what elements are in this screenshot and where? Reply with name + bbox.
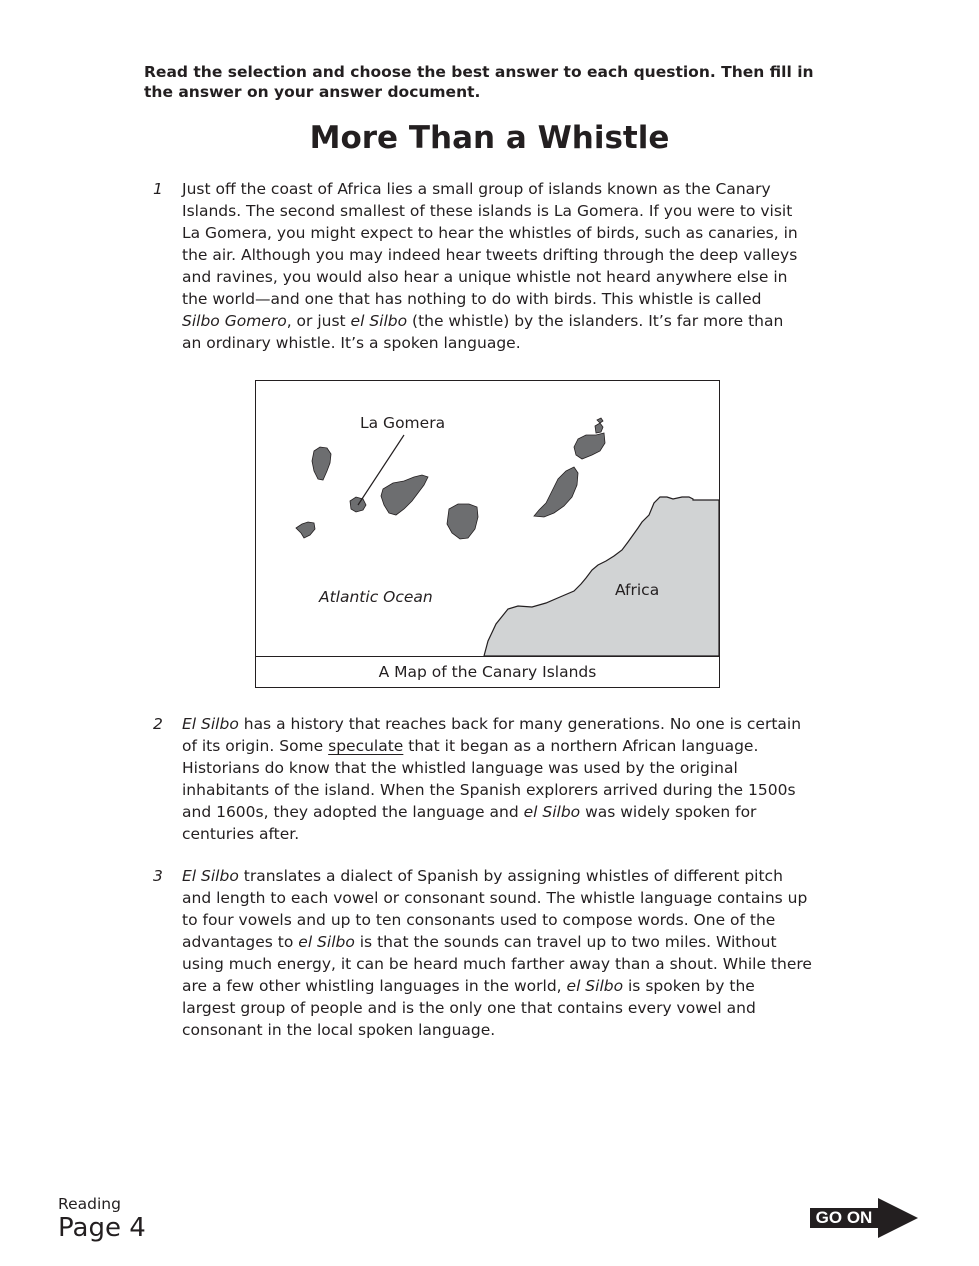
text-line: Just off the coast of Africa lies a small group of islands known as the Canary [182, 180, 771, 198]
paragraph-number: 2 [153, 715, 163, 733]
text-run: of its origin. Some [182, 737, 329, 755]
canary-islands-map [255, 380, 720, 688]
italic-term: el Silbo [350, 312, 408, 330]
text-line: Historians do know that the whistled language was used by the original [182, 759, 738, 777]
text-line: Islands. The second smallest of these islands is La Gomera. If you were to visit [182, 202, 793, 220]
text-run: translates a dialect of Spanish by assigning whistles of different pitch [238, 867, 783, 885]
text-line: and length to each vowel or consonant sound. The whistle language contains up [182, 889, 808, 907]
underlined-vocabulary-word: speculate [328, 737, 404, 755]
text-line: centuries after. [182, 825, 300, 843]
italic-term: el Silbo [523, 803, 581, 821]
island-gran-canaria [447, 504, 478, 539]
paragraph-2 [153, 713, 842, 845]
text-line: largest group of people and is the only one that contains every vowel and [182, 999, 756, 1017]
paragraph-number: 1 [153, 180, 163, 198]
text-run: was widely spoken for [580, 803, 757, 821]
label-atlantic-ocean: Atlantic Ocean [319, 588, 433, 606]
go-on-label: GO ON [810, 1208, 878, 1228]
text-line: inhabitants of the island. When the Spanish explorers arrived during the 1500s [182, 781, 796, 799]
label-africa: Africa [615, 581, 660, 599]
text-run: advantages to [182, 933, 299, 951]
text-line: to four vowels and up to ten consonants used to compose words. One of the [182, 911, 776, 929]
text-line: using much energy, it can be heard much farther away than a shout. While there [182, 955, 812, 973]
islet-graciosa [595, 423, 603, 433]
paragraph-1 [153, 178, 842, 354]
italic-term: Silbo Gomero [182, 312, 287, 330]
text-run: has a history that reaches back for many generations. No one is certain [238, 715, 802, 733]
italic-term: el Silbo [566, 977, 624, 995]
paragraph-number: 3 [153, 867, 163, 885]
italic-term: el Silbo [298, 933, 355, 951]
island-el-hierro [296, 522, 315, 538]
africa-landmass [484, 497, 719, 656]
island-la-palma [312, 447, 331, 480]
text-line [182, 975, 842, 997]
island-tenerife [381, 475, 428, 515]
text-line: consonant in the local spoken language. [182, 1021, 496, 1039]
go-on-indicator [810, 1198, 920, 1238]
italic-term: El Silbo [182, 867, 239, 885]
instructions: Read the selection and choose the best answer to each question. Then fill in the answer on your answer document. [144, 63, 814, 101]
passage-title: More Than a Whistle [309, 120, 670, 156]
text-line [182, 865, 842, 887]
text-line [182, 735, 842, 757]
text-line [182, 310, 842, 332]
text-line: the world—and one that has nothing to do with birds. This whistle is called [182, 290, 762, 308]
page-number: Page 4 [58, 1213, 146, 1243]
island-fuerteventura [534, 467, 578, 517]
text-run: (the whistle) by the islanders. It’s far more than [407, 312, 784, 330]
text-line: La Gomera, you might expect to hear the whistles of birds, such as canaries, in [182, 224, 798, 242]
paragraph-3 [153, 865, 842, 1041]
text-line: an ordinary whistle. It’s a spoken language. [182, 334, 521, 352]
text-line: and ravines, you would also hear a unique whistle not heard anywhere else in [182, 268, 788, 286]
island-lanzarote [574, 433, 605, 459]
text-run: are a few other whistling languages in the world, [182, 977, 567, 995]
text-line [182, 801, 842, 823]
text-run: that it began as a northern African language. [403, 737, 759, 755]
italic-term: El Silbo [182, 715, 239, 733]
text-line: the air. Although you may indeed hear tweets drifting through the deep valleys [182, 246, 798, 264]
label-la-gomera: La Gomera [360, 414, 446, 432]
islet-alegranza [597, 418, 603, 423]
text-run: is spoken by the [623, 977, 755, 995]
text-run: , or just [286, 312, 351, 330]
text-line [182, 713, 842, 735]
map-graphic [256, 381, 719, 656]
map-caption: A Map of the Canary Islands [256, 656, 719, 688]
footer-section-label: Reading [58, 1195, 121, 1213]
text-run: and 1600s, they adopted the language and [182, 803, 524, 821]
text-line [182, 931, 842, 953]
text-run: is that the sounds can travel up to two miles. Without [354, 933, 777, 951]
